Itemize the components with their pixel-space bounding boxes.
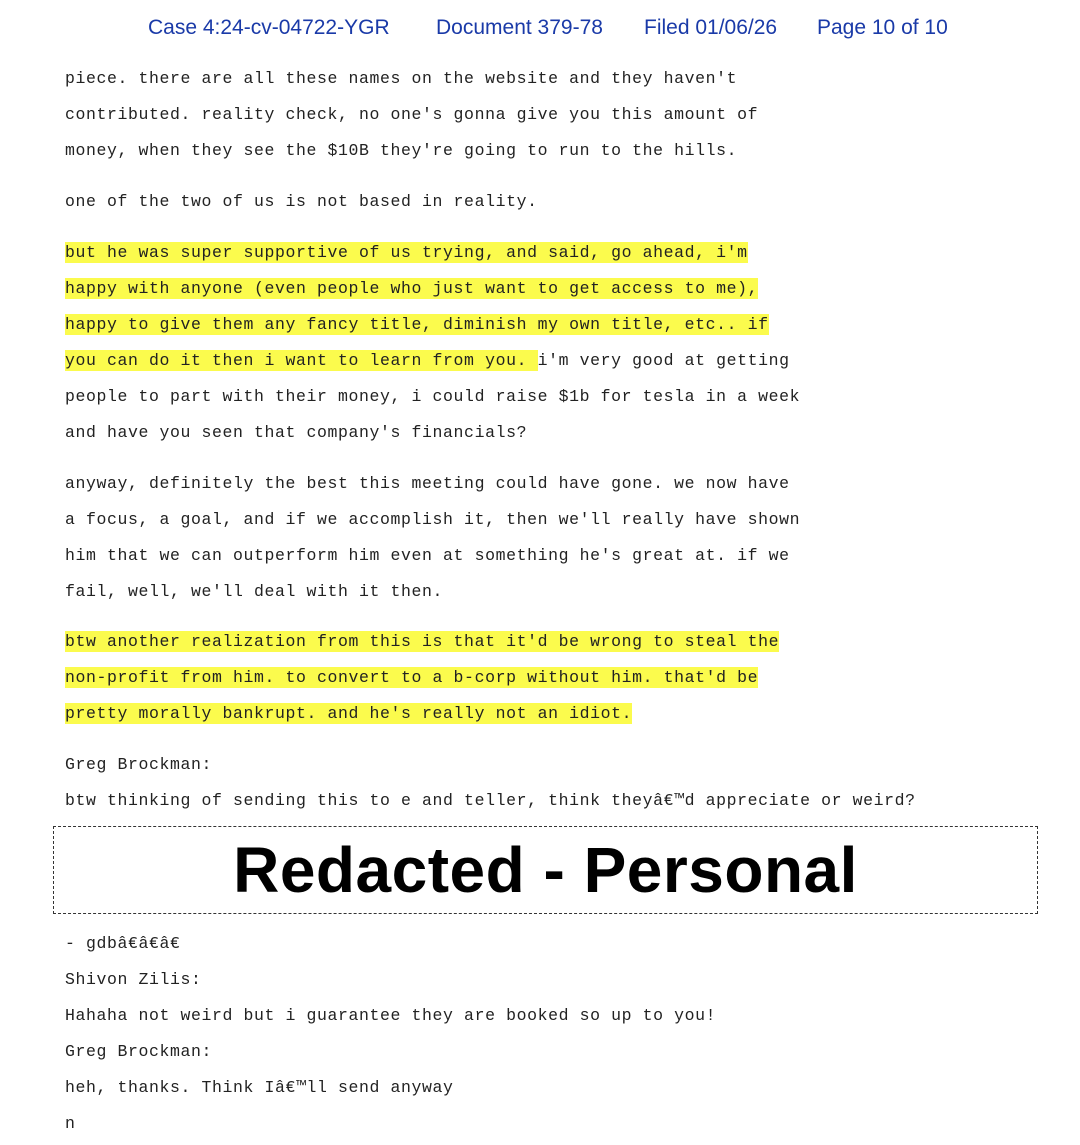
text-line: piece. there are all these names on the website and they haven't [65,69,738,88]
document-number: Document 379-78 [436,16,603,39]
page-header [0,16,1080,44]
highlight: you can do it then i want to learn from you. [65,351,538,370]
mixed-line [65,350,790,372]
speaker-label: Greg Brockman: [65,755,213,774]
text-line: heh, thanks. Think Iâ€™ll send anyway [65,1078,454,1097]
highlight: pretty morally bankrupt. and he's really not an idiot. [65,704,633,723]
text-line: one of the two of us is not based in reality. [65,192,538,211]
text-line: him that we can outperform him even at something he's great at. if we [65,546,790,565]
highlight: happy with anyone (even people who just want to get access to me), [65,279,759,298]
text-line: - gdbâ€â€â€ [65,934,181,953]
highlight: btw another realization from this is that it'd be wrong to steal the [65,632,780,651]
highlight: but he was super supportive of us trying, and said, go ahead, i'm [65,243,748,262]
redaction-label: Redacted - Personal [233,834,858,906]
text-line: n [65,1114,76,1133]
highlighted-line [65,242,748,264]
highlighted-line [65,278,758,300]
text-line: btw thinking of sending this to e and teller, think theyâ€™d appreciate or weird? [65,791,916,810]
highlight: non-profit from him. to convert to a b-corp without him. that'd be [65,668,759,687]
text-segment: i'm very good at getting [537,351,790,370]
highlighted-line [65,667,758,689]
highlighted-line [65,703,632,725]
text-line: people to part with their money, i could raise $1b for tesla in a week [65,387,801,406]
text-line: fail, well, we'll deal with it then. [65,582,444,601]
text-line: contributed. reality check, no one's gonna give you this amount of [65,105,759,124]
speaker-label: Greg Brockman: [65,1042,213,1061]
speaker-label: Shivon Zilis: [65,970,202,989]
text-line: anyway, definitely the best this meeting could have gone. we now have [65,474,790,493]
text-line: a focus, a goal, and if we accomplish it, then we'll really have shown [65,510,801,529]
text-line: and have you seen that company's financials? [65,423,528,442]
highlighted-line [65,631,779,653]
page-number: Page 10 of 10 [817,16,948,39]
highlighted-line [65,314,769,336]
highlight: happy to give them any fancy title, diminish my own title, etc.. if [65,315,769,334]
case-number: Case 4:24-cv-04722-YGR [148,16,390,39]
filed-date: Filed 01/06/26 [644,16,778,39]
text-line: money, when they see the $10B they're going to run to the hills. [65,141,738,160]
text-line: Hahaha not weird but i guarantee they are booked so up to you! [65,1006,717,1025]
redaction-box [53,826,1038,914]
